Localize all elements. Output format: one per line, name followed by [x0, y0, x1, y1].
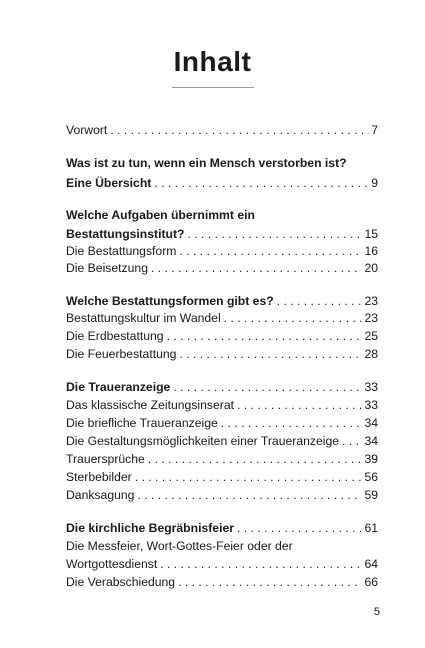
toc-entry-page: 15: [364, 227, 378, 241]
page-number: 5: [373, 606, 380, 618]
dot-leader: [237, 518, 362, 538]
dot-leader: [135, 467, 363, 487]
dot-leader: [160, 554, 362, 574]
dot-leader: [167, 326, 363, 346]
toc-entry-title: Die Bestattungsform: [66, 244, 177, 258]
toc-entry-page: 23: [364, 294, 378, 308]
toc-entry-page: 59: [364, 488, 378, 502]
dot-leader: [179, 344, 362, 364]
dot-leader: [154, 173, 369, 193]
toc-entry-title: Wortgottesdienst: [66, 557, 158, 571]
toc-entry-title: Welche Bestattungsformen gibt es?: [66, 294, 274, 308]
toc-entry-title: Danksagung: [66, 488, 135, 502]
toc-entry-page: 7: [371, 123, 378, 137]
toc-entry-title: Vorwort: [66, 123, 108, 137]
toc-chapter-traueranzeige[interactable]: [66, 377, 378, 397]
toc-entry-title: Die Erdbestattung: [66, 329, 164, 343]
toc-entry-title: Die kirchliche Begräbnisfeier: [66, 521, 234, 535]
toc-entry-page: 33: [364, 380, 378, 394]
toc-entry-title: Die Beisetzung: [66, 261, 148, 275]
dot-leader: [110, 120, 369, 140]
toc-entry-title: Die Verabschiedung: [66, 575, 176, 589]
toc-entry-feuerbestattung[interactable]: [66, 344, 378, 364]
toc-entry-beisetzung[interactable]: [66, 258, 378, 278]
toc-entry-sterbebilder[interactable]: [66, 467, 378, 487]
toc-entry-page: 64: [364, 557, 378, 571]
toc-entry-title: Das klassische Zeitungsinserat: [66, 398, 234, 412]
toc-entry-page: 61: [364, 521, 378, 535]
dot-leader: [224, 308, 363, 328]
toc-entry-title: Die Feuerbestattung: [66, 347, 177, 361]
toc-entry-page: 16: [364, 244, 378, 258]
toc-entry-gestaltungsmoeglichkeiten[interactable]: [66, 431, 378, 451]
toc-entry-page: 39: [364, 452, 378, 466]
dot-leader: [173, 377, 362, 397]
toc-entry-page: 34: [364, 416, 378, 430]
toc-entry-page: 34: [364, 434, 378, 448]
toc-chapter-title-line[interactable]: Was ist zu tun, wenn ein Mensch verstorben ist?: [66, 156, 347, 170]
toc-entry-title-line[interactable]: Die Messfeier, Wort-Gottes-Feier oder der: [66, 539, 293, 553]
toc-entry-page: 23: [364, 311, 378, 325]
toc-entry-page: 33: [364, 398, 378, 412]
toc-entry-page: 28: [364, 347, 378, 361]
toc-entry-title: Bestattungskultur im Wandel: [66, 311, 221, 325]
toc-entry-verabschiedung[interactable]: [66, 572, 378, 592]
toc-entry-title: Die Traueranzeige: [66, 380, 171, 394]
toc-entry-title: Trauersprüche: [66, 452, 145, 466]
toc-entry-danksagung[interactable]: [66, 485, 378, 505]
toc-entry-title: Die Gestaltungsmöglichkeiten einer Traueranzeige: [66, 434, 340, 448]
page-title: Inhalt: [173, 46, 252, 77]
dot-leader: [237, 395, 362, 415]
dot-leader: [137, 485, 362, 505]
dot-leader: [221, 413, 363, 433]
toc-entry-title: Sterbebilder: [66, 470, 132, 484]
toc-entry-zeitungsinserat[interactable]: [66, 395, 378, 415]
toc-chapter-begraebnisfeier[interactable]: [66, 518, 378, 538]
toc-entry-bestattungskultur[interactable]: [66, 308, 378, 328]
toc-entry-wortgottesdienst[interactable]: [66, 554, 378, 574]
dot-leader: [148, 449, 363, 469]
toc-entry-page: 66: [364, 575, 378, 589]
toc-entry-trauersprueche[interactable]: [66, 449, 378, 469]
toc-entry-title: Bestattungsinstitut?: [66, 227, 185, 241]
dot-leader: [342, 431, 362, 451]
dot-leader: [151, 258, 362, 278]
toc-entry-erdbestattung[interactable]: [66, 326, 378, 346]
toc-entry-page: 9: [371, 176, 378, 190]
toc-entry-title: Die briefliche Traueranzeige: [66, 416, 218, 430]
toc-entry-page: 56: [364, 470, 378, 484]
toc-entry-page: 20: [364, 261, 378, 275]
toc-entry-title: Eine Übersicht: [66, 176, 152, 190]
toc-entry-briefliche-traueranzeige[interactable]: [66, 413, 378, 433]
dot-leader: [178, 572, 362, 592]
toc-chapter-uebersicht[interactable]: [66, 173, 378, 193]
toc-entry-vorwort[interactable]: [66, 120, 378, 140]
toc-chapter-title-line[interactable]: Welche Aufgaben übernimmt ein: [66, 208, 255, 222]
toc-entry-page: 25: [364, 329, 378, 343]
title-divider: [172, 87, 254, 88]
